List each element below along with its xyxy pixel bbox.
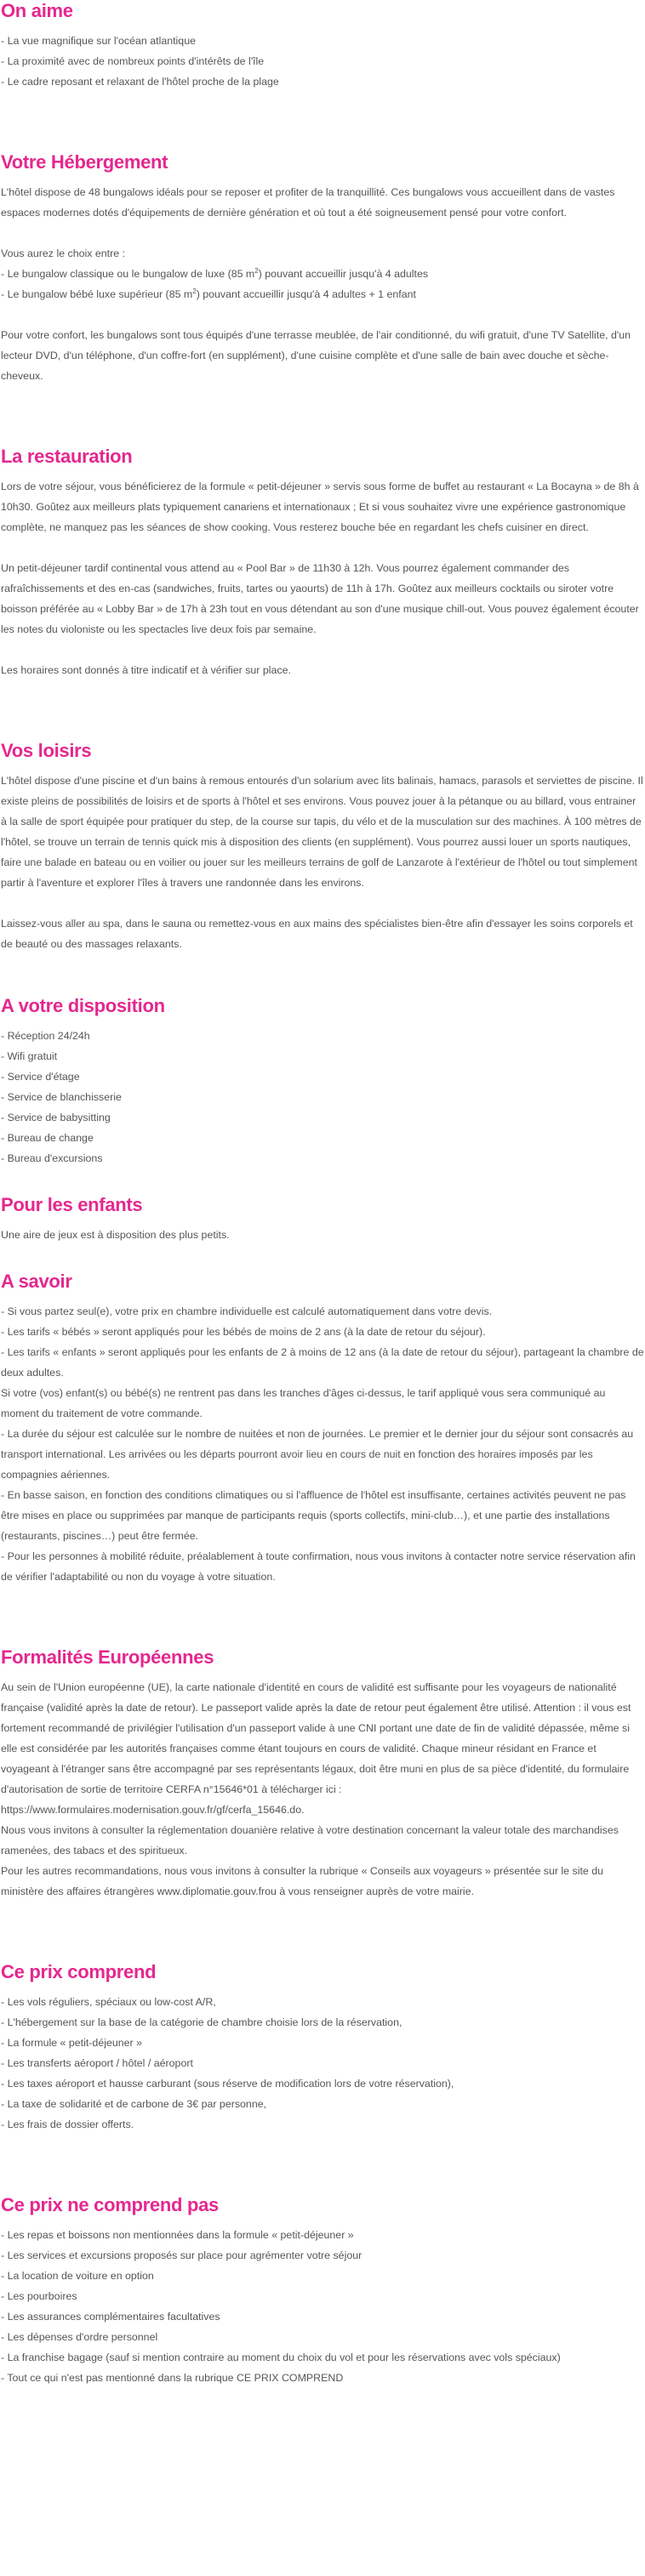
list-item: - La formule « petit-déjeuner » (1, 2037, 142, 2049)
section-enfants (1, 1194, 645, 1245)
restauration-note: Les horaires sont donnés à titre indicatif et à vérifier sur place. (1, 664, 291, 676)
section-title-savoir: A savoir (1, 1271, 72, 1292)
list-item: - La vue magnifique sur l'océan atlantique (1, 35, 196, 47)
section-comprend (1, 1961, 645, 2135)
list-item: - Les services et excursions proposés sur place pour agrémenter votre séjour (1, 2249, 362, 2261)
list-item: - Bureau d'excursions (1, 1152, 103, 1164)
section-title-ne-comprend-pas: Ce prix ne comprend pas (1, 2194, 219, 2215)
savoir-line: - Les tarifs « bébés » seront appliqués pour les bébés de moins de 2 ans (à la date de retour du séjour). (1, 1326, 486, 1338)
section-title-on-aime: On aime (1, 0, 73, 21)
savoir-line: - Pour les personnes à mobilité réduite, préalablement à toute confirmation, nous vous invitons à contacter notre service réservation afin de vérifier l'adaptabilité ou non du voyage à votre situation. (1, 1550, 636, 1583)
list-item: - Les pourboires (1, 2290, 77, 2302)
savoir-line: - Les tarifs « enfants » seront appliqués pour les enfants de 2 à moins de 12 ans (à la date de retour du séjour), partageant la chambre de deux adultes. (1, 1346, 644, 1379)
list-item: - Les vols réguliers, spéciaux ou low-cost A/R, (1, 1996, 216, 2008)
section-title-disposition: A votre disposition (1, 995, 165, 1016)
list-item: - La taxe de solidarité et de carbone de 3€ par personne, (1, 2098, 267, 2110)
list-item: - Les repas et boissons non mentionnées dans la formule « petit-déjeuner » (1, 2229, 354, 2241)
restauration-paragraph: Un petit-déjeuner tardif continental vous attend au « Pool Bar » de 11h30 à 12h. Vous pourrez également commander des rafraîchissements et des en-cas (sandwiches, fruits, tartes ou yaourts) de 11h à 17h. Goûtez aux meilleurs cocktails ou siroter votre boisson préférée au « Lobby Bar » de 17h à 23h tout en vous détendant au son d'une musique chill-out. Vous pouvez également écouter les notes du violoniste ou les spectacles live deux fois par semaine. (1, 562, 639, 635)
section-hebergement (1, 151, 645, 386)
section-title-enfants: Pour les enfants (1, 1194, 143, 1215)
list-item: - Les dépenses d'ordre personnel (1, 2331, 158, 2343)
list-item: - Service de blanchisserie (1, 1091, 122, 1103)
section-title-formalites: Formalités Européennes (1, 1646, 214, 1668)
list-item: - Les frais de dossier offerts. (1, 2118, 134, 2130)
restauration-paragraph: Lors de votre séjour, vous bénéficierez de la formule « petit-déjeuner » servis sous forme de buffet au restaurant « La Bocayna » de 8h à 10h30. Goûtez aux meilleurs plats typiquement canariens et internationaux ; Et si vous souhaitez vivre une expérience gastronomique complète, ne manquez pas les séances de show cooking. Vous resterez bouche bée en regardant les chefs cuisiner en direct. (1, 481, 639, 533)
section-title-loisirs: Vos loisirs (1, 740, 92, 761)
section-loisirs (1, 740, 645, 954)
section-disposition (1, 995, 645, 1169)
list-item: - L'hébergement sur la base de la catégorie de chambre choisie lors de la réservation, (1, 2016, 402, 2028)
list-item: - Wifi gratuit (1, 1050, 58, 1062)
list-item: - Les assurances complémentaires facultatives (1, 2311, 220, 2323)
enfants-paragraph: Une aire de jeux est à disposition des plus petits. (1, 1229, 230, 1241)
section-formalites (1, 1646, 645, 1902)
section-title-restauration: La restauration (1, 446, 133, 467)
section-savoir (1, 1271, 645, 1587)
list-item: - Le cadre reposant et relaxant de l'hôtel proche de la plage (1, 76, 279, 88)
list-item: - Service d'étage (1, 1071, 80, 1083)
list-item: - La location de voiture en option (1, 2270, 154, 2282)
formalites-line: Au sein de l'Union européenne (UE), la carte nationale d'identité en cours de validité est suffisante pour les voyageurs de nationalité française (validité après la date de retour). Le passeport valide après la date de retour peut également être utilisé. Attention : il vous est fortement recommandé de privilégier l'utilisation d'un passeport valide à une CNI portant une date de fin de validité dépassée, même si elle est considérée par les autorités françaises comme étant toujours en cours de validité. Chaque mineur résidant en France et voyageant à l'étranger sans être accompagné par ses représentants légaux, doit être muni en plus de sa pièce d'identité, du formulaire d'autorisation de sortie de territoire CERFA n°15646*01 à télécharger ici : (1, 1681, 631, 1795)
section-title-hebergement: Votre Hébergement (1, 151, 168, 173)
section-ne-comprend-pas (1, 2194, 645, 2388)
hebergement-intro: L'hôtel dispose de 48 bungalows idéals pour se reposer et profiter de la tranquillité. Ces bungalows vous accueillent dans de vastes espaces modernes dotés d'équipements de dernière génération et où tout a été soigneusement pensé pour votre confort. (1, 186, 615, 219)
list-item: - Le bungalow classique ou le bungalow de luxe (85 $m^2$) pouvant accueillir jusqu'à 4 adultes (1, 266, 429, 280)
list-item: - Le bungalow bébé luxe supérieur (85 $m^2$) pouvant accueillir jusqu'à 4 adultes + 1 enfant (1, 287, 416, 300)
section-on-aime (1, 0, 645, 92)
hebergement-comfort: Pour votre confort, les bungalows sont tous équipés d'une terrasse meublée, de l'air conditionné, du wifi gratuit, d'une TV Satellite, d'un lecteur DVD, d'un téléphone, d'un coffre-fort (en supplément), d'une cuisine complète et d'une salle de bain avec douche et sèche-cheveux. (1, 329, 631, 382)
savoir-line: - La durée du séjour est calculée sur le nombre de nuitées et non de journées. Le premier et le dernier jour du séjour sont consacrés au transport international. Les arrivées ou les départs pourront avoir lieu en cours de nuit en fonction des horaires imposés par les compagnies aériennes. (1, 1428, 634, 1481)
list-item: - Bureau de change (1, 1132, 94, 1144)
formalites-line: Pour les autres recommandations, nous vous invitons à consulter la rubrique « Conseils aux voyageurs » présentée sur le site du ministère des affaires étrangères www.diplomatie.gouv.frou à vous renseigner auprès de votre mairie. (1, 1865, 604, 1897)
savoir-line: - Si vous partez seul(e), votre prix en chambre individuelle est calculé automatiquement dans votre devis. (1, 1305, 493, 1317)
list-item: - Service de babysitting (1, 1112, 111, 1123)
formalites-line: Nous vous invitons à consulter la réglementation douanière relative à votre destination concernant la valeur totale des marchandises ramenées, des tabacs et des spiritueux. (1, 1824, 619, 1857)
loisirs-paragraph: L'hôtel dispose d'une piscine et d'un bains à remous entourés d'un solarium avec lits balinais, hamacs, parasols et serviettes de piscine. Il existe pleins de possibilités de loisirs et de sports à l'hôtel et ses environs. Vous pouvez jouer à la pétanque ou au billard, vous entrainer à la salle de sport équipée pour pratiquer du step, de la course sur tapis, du vélo et de la musculation sur des machines. À 100 mètres de l'hôtel, se trouve un terrain de tennis quick mis à disposition des clients (en supplément). Vous pourrez aussi louer un sports nautiques, faire une balade en bateau ou en voilier ou jouer sur les meilleurs terrains de golf de Lanzarote à l'extérieur de l'hôtel ou tout simplement partir à l'aventure et explorer l'îles à travers une randonnée dans les environs. (1, 775, 643, 889)
list-item: - Les taxes aéroport et hausse carburant (sous réserve de modification lors de votre réservation), (1, 2078, 454, 2090)
list-item: - Réception 24/24h (1, 1030, 90, 1042)
formalites-link: https://www.formulaires.modernisation.gouv.fr/gf/cerfa_15646.do. (1, 1804, 305, 1816)
list-item: - La franchise bagage (sauf si mention contraire au moment du choix du vol et pour les réservations avec vols spéciaux) (1, 2351, 561, 2363)
section-restauration (1, 446, 645, 680)
savoir-line: Si votre (vos) enfant(s) ou bébé(s) ne rentrent pas dans les tranches d'âges ci-dessus, le tarif appliqué vous sera communiqué au moment du traitement de votre commande. (1, 1387, 606, 1419)
list-item: - Les transferts aéroport / hôtel / aéroport (1, 2057, 193, 2069)
savoir-line: - En basse saison, en fonction des conditions climatiques ou si l'affluence de l'hôtel est insuffisante, certaines activités peuvent ne pas être mises en place ou supprimées par manque de participants requis (sports collectifs, mini-club…), et une partie des installations (restaurants, piscines…) peut être fermée. (1, 1489, 626, 1542)
loisirs-paragraph: Laissez-vous aller au spa, dans le sauna ou remettez-vous en aux mains des spécialistes bien-être afin d'essayer les soins corporels et de beauté ou des massages relaxants. (1, 918, 633, 950)
section-title-comprend: Ce prix comprend (1, 1961, 157, 1982)
list-item: - La proximité avec de nombreux points d'intérêts de l'île (1, 55, 265, 67)
hebergement-choice-label: Vous aurez le choix entre : (1, 247, 126, 259)
list-item: - Tout ce qui n'est pas mentionné dans la rubrique CE PRIX COMPREND (1, 2372, 344, 2384)
